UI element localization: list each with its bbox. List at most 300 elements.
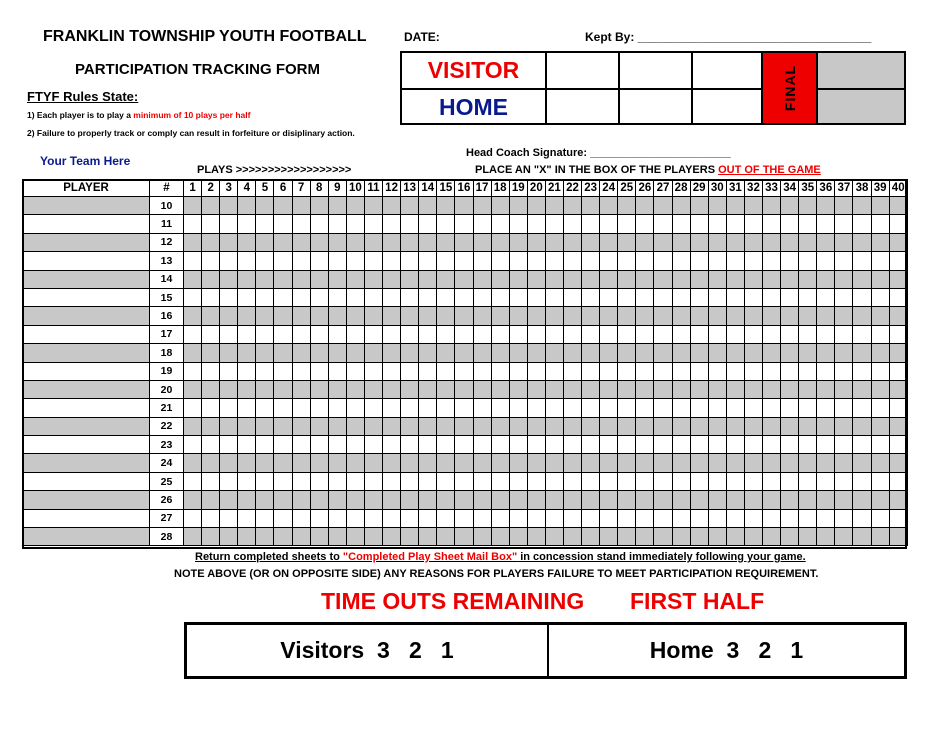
play-cell[interactable]: [383, 417, 401, 435]
play-cell[interactable]: [545, 233, 563, 251]
play-cell[interactable]: [582, 417, 600, 435]
play-cell[interactable]: [256, 509, 274, 527]
play-cell[interactable]: [256, 362, 274, 380]
play-cell[interactable]: [799, 491, 817, 509]
play-cell[interactable]: [654, 380, 672, 398]
play-cell[interactable]: [563, 417, 581, 435]
play-cell[interactable]: [726, 399, 744, 417]
play-cell[interactable]: [238, 417, 256, 435]
play-cell[interactable]: [744, 491, 762, 509]
play-cell[interactable]: [401, 509, 419, 527]
play-cell[interactable]: [889, 380, 907, 398]
play-cell[interactable]: [491, 454, 509, 472]
play-cell[interactable]: [853, 233, 871, 251]
play-cell[interactable]: [744, 344, 762, 362]
play-cell[interactable]: [383, 288, 401, 306]
play-cell[interactable]: [455, 528, 473, 546]
play-cell[interactable]: [871, 454, 889, 472]
play-cell[interactable]: [383, 307, 401, 325]
play-cell[interactable]: [509, 362, 527, 380]
play-cell[interactable]: [401, 197, 419, 215]
play-cell[interactable]: [690, 399, 708, 417]
play-cell[interactable]: [383, 509, 401, 527]
play-cell[interactable]: [220, 454, 238, 472]
play-cell[interactable]: [871, 417, 889, 435]
play-cell[interactable]: [383, 491, 401, 509]
play-cell[interactable]: [328, 344, 346, 362]
play-cell[interactable]: [437, 325, 455, 343]
play-cell[interactable]: [871, 288, 889, 306]
play-cell[interactable]: [256, 270, 274, 288]
play-cell[interactable]: [889, 233, 907, 251]
play-cell[interactable]: [274, 454, 292, 472]
play-cell[interactable]: [563, 436, 581, 454]
play-cell[interactable]: [527, 472, 545, 490]
play-cell[interactable]: [545, 215, 563, 233]
play-cell[interactable]: [871, 362, 889, 380]
play-cell[interactable]: [238, 399, 256, 417]
play-cell[interactable]: [835, 509, 853, 527]
play-cell[interactable]: [256, 491, 274, 509]
play-cell[interactable]: [292, 270, 310, 288]
play-cell[interactable]: [582, 344, 600, 362]
play-cell[interactable]: [582, 215, 600, 233]
play-cell[interactable]: [889, 399, 907, 417]
play-cell[interactable]: [455, 215, 473, 233]
play-cell[interactable]: [346, 288, 364, 306]
play-cell[interactable]: [799, 325, 817, 343]
play-cell[interactable]: [509, 288, 527, 306]
play-cell[interactable]: [600, 528, 618, 546]
play-cell[interactable]: [437, 472, 455, 490]
play-cell[interactable]: [672, 325, 690, 343]
play-cell[interactable]: [835, 380, 853, 398]
play-cell[interactable]: [202, 233, 220, 251]
play-cell[interactable]: [292, 399, 310, 417]
play-cell[interactable]: [636, 215, 654, 233]
play-cell[interactable]: [184, 288, 202, 306]
play-cell[interactable]: [401, 325, 419, 343]
play-cell[interactable]: [708, 528, 726, 546]
play-cell[interactable]: [202, 454, 220, 472]
play-cell[interactable]: [527, 325, 545, 343]
play-cell[interactable]: [654, 491, 672, 509]
play-cell[interactable]: [527, 399, 545, 417]
play-cell[interactable]: [184, 491, 202, 509]
play-cell[interactable]: [853, 362, 871, 380]
play-cell[interactable]: [310, 491, 328, 509]
play-cell[interactable]: [871, 270, 889, 288]
play-cell[interactable]: [491, 380, 509, 398]
play-cell[interactable]: [871, 491, 889, 509]
play-cell[interactable]: [781, 215, 799, 233]
play-cell[interactable]: [871, 472, 889, 490]
play-cell[interactable]: [364, 491, 382, 509]
play-cell[interactable]: [853, 436, 871, 454]
play-cell[interactable]: [889, 288, 907, 306]
play-cell[interactable]: [853, 307, 871, 325]
play-cell[interactable]: [835, 472, 853, 490]
play-cell[interactable]: [726, 417, 744, 435]
play-cell[interactable]: [437, 288, 455, 306]
play-cell[interactable]: [799, 472, 817, 490]
play-cell[interactable]: [636, 307, 654, 325]
play-cell[interactable]: [744, 454, 762, 472]
play-cell[interactable]: [419, 380, 437, 398]
play-cell[interactable]: [690, 528, 708, 546]
play-cell[interactable]: [726, 528, 744, 546]
play-cell[interactable]: [835, 325, 853, 343]
play-cell[interactable]: [726, 472, 744, 490]
play-cell[interactable]: [672, 252, 690, 270]
play-cell[interactable]: [364, 233, 382, 251]
play-cell[interactable]: [256, 307, 274, 325]
play-cell[interactable]: [509, 233, 527, 251]
play-cell[interactable]: [346, 454, 364, 472]
play-cell[interactable]: [238, 288, 256, 306]
play-cell[interactable]: [672, 380, 690, 398]
play-cell[interactable]: [238, 454, 256, 472]
play-cell[interactable]: [654, 215, 672, 233]
play-cell[interactable]: [491, 528, 509, 546]
play-cell[interactable]: [491, 362, 509, 380]
play-cell[interactable]: [473, 362, 491, 380]
play-cell[interactable]: [401, 233, 419, 251]
play-cell[interactable]: [383, 325, 401, 343]
play-cell[interactable]: [690, 436, 708, 454]
play-cell[interactable]: [835, 399, 853, 417]
play-cell[interactable]: [781, 270, 799, 288]
play-cell[interactable]: [328, 325, 346, 343]
play-cell[interactable]: [346, 270, 364, 288]
play-cell[interactable]: [509, 472, 527, 490]
play-cell[interactable]: [383, 197, 401, 215]
play-cell[interactable]: [690, 325, 708, 343]
play-cell[interactable]: [726, 197, 744, 215]
play-cell[interactable]: [600, 307, 618, 325]
play-cell[interactable]: [835, 288, 853, 306]
play-cell[interactable]: [545, 491, 563, 509]
play-cell[interactable]: [835, 307, 853, 325]
play-cell[interactable]: [364, 252, 382, 270]
play-cell[interactable]: [871, 509, 889, 527]
play-cell[interactable]: [871, 197, 889, 215]
play-cell[interactable]: [799, 509, 817, 527]
play-cell[interactable]: [256, 528, 274, 546]
play-cell[interactable]: [491, 233, 509, 251]
play-cell[interactable]: [799, 307, 817, 325]
play-cell[interactable]: [328, 528, 346, 546]
play-cell[interactable]: [292, 454, 310, 472]
play-cell[interactable]: [708, 288, 726, 306]
play-cell[interactable]: [744, 270, 762, 288]
play-cell[interactable]: [455, 362, 473, 380]
play-cell[interactable]: [726, 344, 744, 362]
play-cell[interactable]: [690, 197, 708, 215]
play-cell[interactable]: [328, 417, 346, 435]
play-cell[interactable]: [563, 197, 581, 215]
play-cell[interactable]: [419, 233, 437, 251]
play-cell[interactable]: [636, 362, 654, 380]
play-cell[interactable]: [853, 215, 871, 233]
play-cell[interactable]: [383, 472, 401, 490]
play-cell[interactable]: [744, 215, 762, 233]
play-cell[interactable]: [871, 528, 889, 546]
play-cell[interactable]: [708, 233, 726, 251]
play-cell[interactable]: [346, 417, 364, 435]
play-cell[interactable]: [545, 509, 563, 527]
play-cell[interactable]: [509, 270, 527, 288]
play-cell[interactable]: [582, 509, 600, 527]
play-cell[interactable]: [582, 325, 600, 343]
play-cell[interactable]: [708, 509, 726, 527]
play-cell[interactable]: [310, 215, 328, 233]
play-cell[interactable]: [419, 288, 437, 306]
play-cell[interactable]: [600, 509, 618, 527]
play-cell[interactable]: [799, 528, 817, 546]
play-cell[interactable]: [654, 454, 672, 472]
player-name-cell[interactable]: [23, 307, 150, 325]
player-name-cell[interactable]: [23, 197, 150, 215]
play-cell[interactable]: [799, 380, 817, 398]
play-cell[interactable]: [835, 436, 853, 454]
play-cell[interactable]: [473, 215, 491, 233]
play-cell[interactable]: [618, 252, 636, 270]
play-cell[interactable]: [184, 362, 202, 380]
play-cell[interactable]: [527, 380, 545, 398]
play-cell[interactable]: [437, 380, 455, 398]
play-cell[interactable]: [256, 417, 274, 435]
play-cell[interactable]: [491, 344, 509, 362]
play-cell[interactable]: [781, 417, 799, 435]
play-cell[interactable]: [184, 233, 202, 251]
play-cell[interactable]: [401, 454, 419, 472]
play-cell[interactable]: [310, 252, 328, 270]
play-cell[interactable]: [563, 472, 581, 490]
play-cell[interactable]: [184, 197, 202, 215]
play-cell[interactable]: [401, 436, 419, 454]
play-cell[interactable]: [726, 252, 744, 270]
player-name-cell[interactable]: [23, 380, 150, 398]
play-cell[interactable]: [799, 288, 817, 306]
play-cell[interactable]: [419, 399, 437, 417]
play-cell[interactable]: [509, 325, 527, 343]
play-cell[interactable]: [274, 197, 292, 215]
play-cell[interactable]: [401, 252, 419, 270]
play-cell[interactable]: [744, 233, 762, 251]
final-visitor-score[interactable]: [818, 53, 904, 88]
player-name-cell[interactable]: [23, 491, 150, 509]
play-cell[interactable]: [274, 417, 292, 435]
play-cell[interactable]: [383, 528, 401, 546]
play-cell[interactable]: [600, 491, 618, 509]
play-cell[interactable]: [202, 399, 220, 417]
play-cell[interactable]: [545, 252, 563, 270]
play-cell[interactable]: [437, 454, 455, 472]
play-cell[interactable]: [383, 380, 401, 398]
play-cell[interactable]: [220, 197, 238, 215]
play-cell[interactable]: [202, 528, 220, 546]
play-cell[interactable]: [600, 197, 618, 215]
play-cell[interactable]: [726, 288, 744, 306]
play-cell[interactable]: [690, 270, 708, 288]
play-cell[interactable]: [636, 380, 654, 398]
play-cell[interactable]: [708, 472, 726, 490]
play-cell[interactable]: [220, 252, 238, 270]
play-cell[interactable]: [600, 233, 618, 251]
play-cell[interactable]: [781, 288, 799, 306]
play-cell[interactable]: [473, 307, 491, 325]
play-cell[interactable]: [835, 417, 853, 435]
play-cell[interactable]: [473, 325, 491, 343]
play-cell[interactable]: [853, 528, 871, 546]
play-cell[interactable]: [491, 399, 509, 417]
play-cell[interactable]: [292, 197, 310, 215]
player-name-cell[interactable]: [23, 288, 150, 306]
play-cell[interactable]: [220, 288, 238, 306]
play-cell[interactable]: [835, 454, 853, 472]
play-cell[interactable]: [563, 252, 581, 270]
play-cell[interactable]: [491, 325, 509, 343]
play-cell[interactable]: [509, 509, 527, 527]
play-cell[interactable]: [455, 417, 473, 435]
play-cell[interactable]: [817, 509, 835, 527]
play-cell[interactable]: [582, 436, 600, 454]
play-cell[interactable]: [726, 454, 744, 472]
play-cell[interactable]: [600, 399, 618, 417]
play-cell[interactable]: [364, 362, 382, 380]
quarter-1-column[interactable]: [547, 53, 620, 123]
play-cell[interactable]: [654, 197, 672, 215]
play-cell[interactable]: [346, 197, 364, 215]
play-cell[interactable]: [328, 233, 346, 251]
play-cell[interactable]: [202, 307, 220, 325]
play-cell[interactable]: [346, 380, 364, 398]
player-name-cell[interactable]: [23, 417, 150, 435]
play-cell[interactable]: [184, 528, 202, 546]
play-cell[interactable]: [473, 288, 491, 306]
play-cell[interactable]: [889, 509, 907, 527]
play-cell[interactable]: [690, 362, 708, 380]
play-cell[interactable]: [364, 325, 382, 343]
play-cell[interactable]: [527, 344, 545, 362]
play-cell[interactable]: [256, 288, 274, 306]
play-cell[interactable]: [256, 380, 274, 398]
play-cell[interactable]: [274, 288, 292, 306]
play-cell[interactable]: [636, 270, 654, 288]
play-cell[interactable]: [310, 436, 328, 454]
play-cell[interactable]: [491, 436, 509, 454]
play-cell[interactable]: [600, 288, 618, 306]
play-cell[interactable]: [853, 454, 871, 472]
play-cell[interactable]: [238, 197, 256, 215]
play-cell[interactable]: [853, 399, 871, 417]
play-cell[interactable]: [654, 417, 672, 435]
play-cell[interactable]: [328, 380, 346, 398]
player-name-cell[interactable]: [23, 215, 150, 233]
play-cell[interactable]: [763, 288, 781, 306]
play-cell[interactable]: [654, 233, 672, 251]
play-cell[interactable]: [853, 288, 871, 306]
play-cell[interactable]: [582, 288, 600, 306]
play-cell[interactable]: [310, 325, 328, 343]
play-cell[interactable]: [455, 399, 473, 417]
play-cell[interactable]: [184, 417, 202, 435]
play-cell[interactable]: [256, 215, 274, 233]
play-cell[interactable]: [419, 436, 437, 454]
play-cell[interactable]: [455, 325, 473, 343]
play-cell[interactable]: [817, 454, 835, 472]
play-cell[interactable]: [600, 252, 618, 270]
play-cell[interactable]: [401, 344, 419, 362]
play-cell[interactable]: [871, 233, 889, 251]
play-cell[interactable]: [292, 233, 310, 251]
play-cell[interactable]: [835, 528, 853, 546]
play-cell[interactable]: [527, 454, 545, 472]
play-cell[interactable]: [527, 252, 545, 270]
play-cell[interactable]: [292, 380, 310, 398]
play-cell[interactable]: [636, 288, 654, 306]
play-cell[interactable]: [763, 252, 781, 270]
play-cell[interactable]: [527, 362, 545, 380]
play-cell[interactable]: [600, 344, 618, 362]
play-cell[interactable]: [455, 233, 473, 251]
player-name-cell[interactable]: [23, 325, 150, 343]
play-cell[interactable]: [853, 344, 871, 362]
play-cell[interactable]: [328, 307, 346, 325]
play-cell[interactable]: [563, 344, 581, 362]
play-cell[interactable]: [310, 509, 328, 527]
play-cell[interactable]: [563, 528, 581, 546]
play-cell[interactable]: [310, 344, 328, 362]
play-cell[interactable]: [763, 491, 781, 509]
play-cell[interactable]: [563, 307, 581, 325]
play-cell[interactable]: [781, 528, 799, 546]
play-cell[interactable]: [401, 472, 419, 490]
play-cell[interactable]: [184, 509, 202, 527]
play-cell[interactable]: [781, 307, 799, 325]
play-cell[interactable]: [473, 436, 491, 454]
play-cell[interactable]: [582, 472, 600, 490]
play-cell[interactable]: [238, 436, 256, 454]
play-cell[interactable]: [527, 307, 545, 325]
play-cell[interactable]: [184, 472, 202, 490]
play-cell[interactable]: [364, 380, 382, 398]
play-cell[interactable]: [455, 454, 473, 472]
play-cell[interactable]: [799, 233, 817, 251]
play-cell[interactable]: [654, 362, 672, 380]
play-cell[interactable]: [636, 233, 654, 251]
play-cell[interactable]: [817, 325, 835, 343]
player-name-cell[interactable]: [23, 362, 150, 380]
play-cell[interactable]: [437, 417, 455, 435]
play-cell[interactable]: [238, 252, 256, 270]
play-cell[interactable]: [473, 380, 491, 398]
play-cell[interactable]: [726, 491, 744, 509]
play-cell[interactable]: [310, 380, 328, 398]
play-cell[interactable]: [473, 270, 491, 288]
play-cell[interactable]: [817, 436, 835, 454]
play-cell[interactable]: [763, 307, 781, 325]
play-cell[interactable]: [292, 472, 310, 490]
play-cell[interactable]: [292, 509, 310, 527]
play-cell[interactable]: [853, 270, 871, 288]
quarter-2-column[interactable]: [620, 53, 693, 123]
play-cell[interactable]: [708, 325, 726, 343]
player-name-cell[interactable]: [23, 528, 150, 546]
play-cell[interactable]: [473, 399, 491, 417]
play-cell[interactable]: [437, 362, 455, 380]
